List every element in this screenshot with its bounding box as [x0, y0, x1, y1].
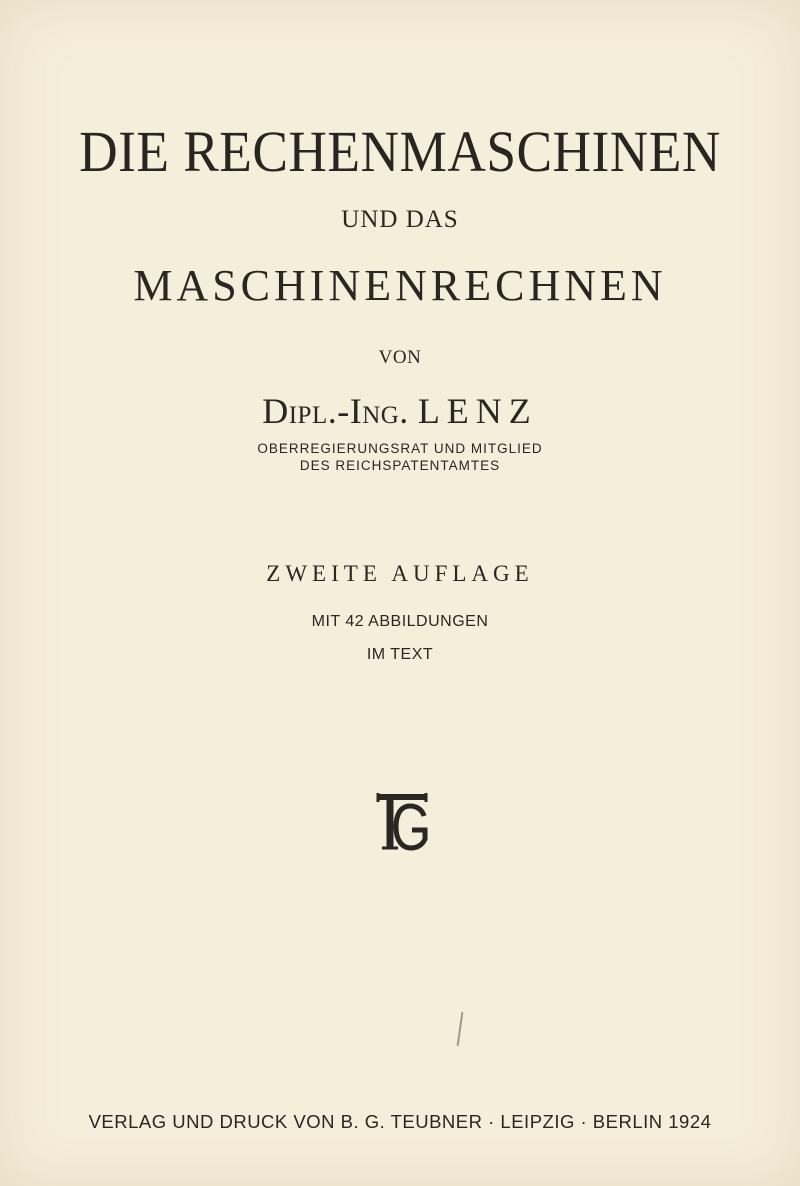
author-line: [0, 390, 800, 432]
illustrations-note-1: MIT 42 ABBILDUNGEN: [311, 613, 489, 630]
author-prefix: Dipl.-Ing.: [262, 391, 409, 431]
paper-mark: [457, 1012, 464, 1046]
author-affiliation-2: DES REICHSPATENTAMTES: [299, 458, 501, 473]
publisher-imprint: VERLAG UND DRUCK VON B. G. TEUBNER · LEIPZIG · BERLIN 1924: [88, 1111, 712, 1132]
book-subtitle: MASCHINENRECHNEN: [133, 261, 667, 310]
author-name: LENZ: [417, 391, 538, 431]
edition: ZWEITE AUFLAGE: [266, 561, 534, 586]
title-connector: UND DAS: [341, 206, 459, 233]
author-affiliation-1: OBERREGIERUNGSRAT UND MITGLIED: [257, 441, 543, 456]
illustrations-note-2: IM TEXT: [366, 646, 434, 663]
by-line: VON: [378, 347, 422, 368]
book-title: DIE RECHENMASCHINEN: [79, 119, 721, 184]
tg-monogram-icon: [370, 790, 434, 854]
